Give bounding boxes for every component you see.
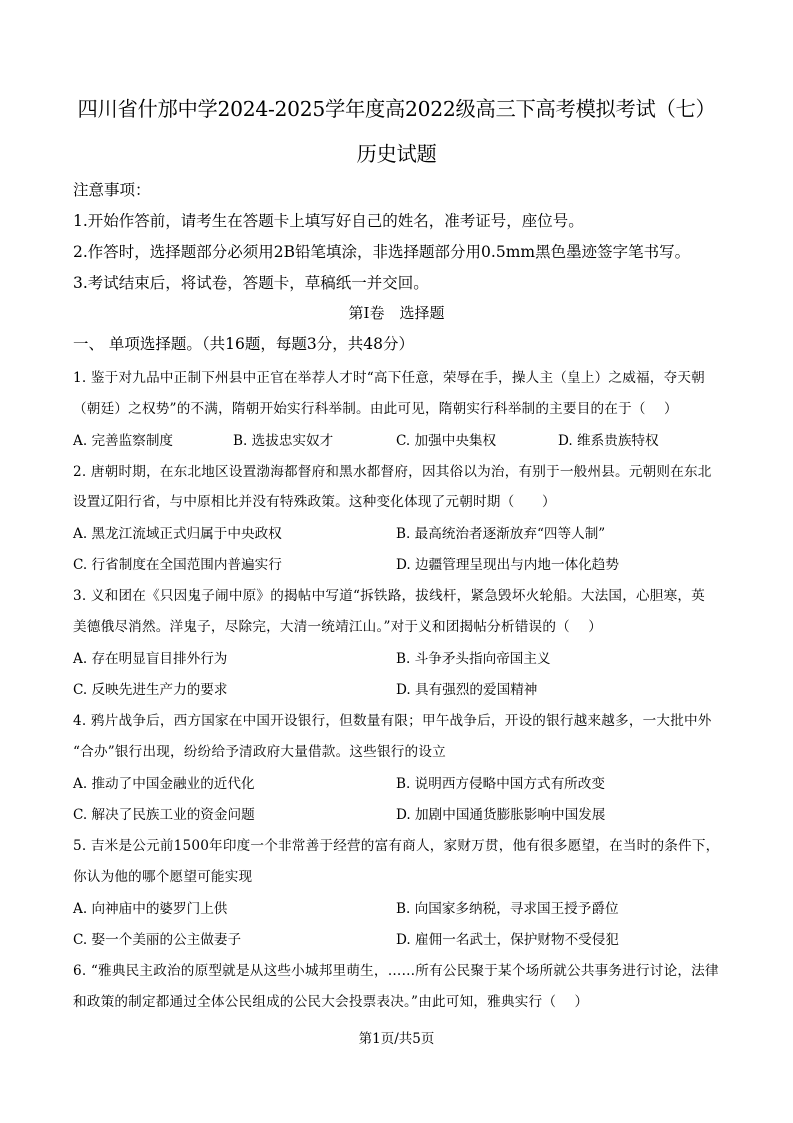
question-5-option-d: D. 雇佣一名武士，保护财物不受侵犯 [396,932,619,948]
question-2-option-a: A. 黑龙江流域正式归属于中央政权 [73,526,282,542]
section-title: 第Ⅰ卷 选择题 [348,304,445,322]
question-5-option-c: C. 娶一个美丽的公主做妻子 [73,932,242,948]
question-1-option-d: D. 维系贵族特权 [558,433,659,449]
exam-subject: 历史试题 [356,142,437,166]
question-5-option-b: B. 向国家多纳税，寻求国王授予爵位 [396,901,619,917]
question-6-line-2: 和政策的制定都通过全体公民组成的公民大会投票表决。”由此可知，雅典实行（ ） [73,994,589,1010]
question-3-line-1: 3. 义和团在《只因鬼子闹中原》的揭帖中写道“拆铁路，拔线杆，紧急毁坏火轮船。大法国，心胆寒，英 [73,588,705,604]
question-1-option-b: B. 选拔忠实奴才 [233,433,334,449]
exam-title: 四川省什邡中学2024-2025学年度高2022级高三下高考模拟考试（七） [77,97,716,121]
question-3-option-c: C. 反映先进生产力的要求 [73,682,228,698]
question-6-line-1: 6. “雅典民主政治的原型就是从这些小城邦里萌生，……所有公民聚于某个场所就公共事务进行讨论，法律 [73,963,719,979]
question-2-option-d: D. 边疆管理呈现出与内地一体化趋势 [396,557,619,573]
question-5-line-1: 5. 吉米是公元前1500年印度一个非常善于经营的富有商人，家财万贯，他有很多愿望，在当时的条件下， [73,838,720,854]
question-2-option-b: B. 最高统治者逐渐放弃“四等人制” [396,526,606,542]
question-4-option-b: B. 说明西方侵略中国方式有所改变 [396,776,605,792]
notice-item-1: 1.开始作答前，请考生在答题卡上填写好自己的姓名，准考证号，座位号。 [73,212,584,230]
question-3-line-2: 美德俄尽消然。洋鬼子，尽除完，大清一统靖江山。”对于义和团揭帖分析错误的（ ） [73,619,603,635]
question-1-option-a: A. 完善监察制度 [73,433,174,449]
notice-item-2: 2.作答时，选择题部分必须用2B铅笔填涂，非选择题部分用0.5mm黑色墨迹签字笔书写。 [73,243,691,261]
question-2-line-2: 设置辽阳行省，与中原相比并没有特殊政策。这种变化体现了元朝时期（ ） [73,494,556,510]
question-5-line-2: 你认为他的哪个愿望可能实现 [73,869,253,885]
question-2-option-c: C. 行省制度在全国范围内普遍实行 [73,557,282,573]
question-3-option-b: B. 斗争矛头指向帝国主义 [396,651,551,667]
notice-item-3: 3.考试结束后，将试卷，答题卡，草稿纸一并交回。 [73,274,429,292]
part-heading: 一、 单项选择题。（共16题，每题3分，共48分） [73,335,414,353]
question-5-option-a: A. 向神庙中的婆罗门上供 [73,901,228,917]
question-4-option-d: D. 加剧中国通货膨胀影响中国发展 [396,807,606,823]
question-3-option-d: D. 具有强烈的爱国精神 [396,682,538,698]
question-1-option-c: C. 加强中央集权 [396,433,497,449]
page-number: 第1页/共5页 [358,1031,435,1047]
question-4-option-a: A. 推动了中国金融业的近代化 [73,776,255,792]
question-2-line-1: 2. 唐朝时期，在东北地区设置渤海都督府和黑水都督府，因其俗以为治，有别于一般州县。元朝则在东北 [73,464,712,480]
question-4-line-1: 4. 鸦片战争后，西方国家在中国开设银行，但数量有限；甲午战争后，开设的银行越来越多，一大批中外 [73,713,712,729]
question-1-line-2: （朝廷）之权势”的不满，隋朝开始实行科举制。由此可见，隋朝实行科举制的主要目的在于（ ） [73,401,678,417]
notice-heading: 注意事项： [73,181,151,199]
question-4-line-2: “合办”银行出现，纷纷给予清政府大量借款。这些银行的设立 [73,744,446,760]
question-4-option-c: C. 解决了民族工业的资金问题 [73,807,255,823]
question-3-option-a: A. 存在明显盲目排外行为 [73,651,228,667]
question-1-line-1: 1. 鉴于对九品中正制下州县中正官在举荐人才时“高下任意，荣辱在手，操人主（皇上）之威福，夺天朝 [73,370,705,386]
